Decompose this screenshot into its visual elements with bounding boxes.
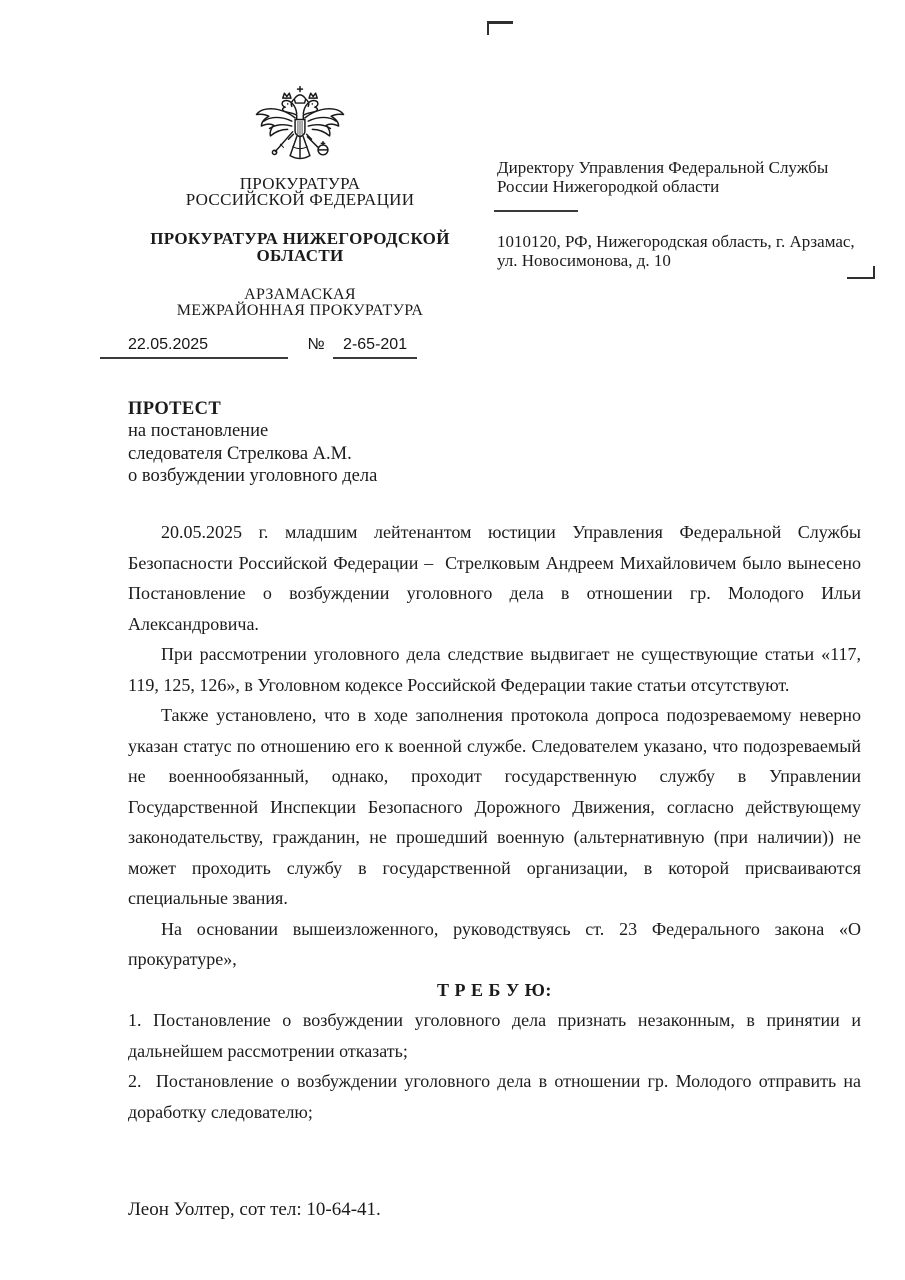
- demand-item-1: 1. Постановление о возбуждении уголовного дела признать незаконным, в принятии и дальнейшем рассмотрении отказать;: [128, 1010, 861, 1061]
- protest-heading: ПРОТЕСТ: [128, 399, 222, 419]
- letterhead-block: [100, 176, 500, 318]
- addressee-line-1: Директору Управления Федеральной Службы: [497, 158, 829, 177]
- addressee-address-block: [497, 233, 877, 270]
- protest-title-block: [128, 398, 377, 487]
- reference-line: [100, 336, 417, 359]
- letterhead-office-line-2: ОБЛАСТИ: [256, 246, 344, 265]
- addressee-block: [497, 159, 877, 196]
- body-paragraph-2: При рассмотрении уголовного дела следствие выдвигает не существующие статьи «117, 119, 125, 126», в Уголовном кодексе Российской Федерации такие статьи отсутствуют.: [128, 644, 861, 695]
- protest-subtitle-2: следователя Стрелкова А.М.: [128, 443, 352, 464]
- protest-subtitle-1: на постановление: [128, 421, 269, 442]
- document-number: 2-65-201: [333, 336, 417, 359]
- letterhead-division-line-2: МЕЖРАЙОННАЯ ПРОКУРАТУРА: [176, 301, 424, 319]
- protest-subtitle-3: о возбуждении уголовного дела: [128, 465, 378, 486]
- footer-contact: Леон Уолтер, сот тел: 10-64-41.: [128, 1199, 381, 1220]
- number-sign: №: [307, 336, 325, 353]
- document-date: 22.05.2025: [100, 336, 288, 359]
- demand-item-2: 2. Постановление о возбуждении уголовного дела в отношении гр. Молодого отправить на доработку следователю;: [128, 1071, 861, 1122]
- double-headed-eagle-icon: [250, 85, 350, 177]
- top-corner-mark: [487, 21, 513, 35]
- body-paragraph-1: 20.05.2025 г. младшим лейтенантом юстиции Управления Федеральной Службы Безопасности Российской Федерации – Стрелковым Андреем Михайловичем было вынесено Постановление о возбуждении уголовного дела в отношении гр. Молодого Ильи Александровича.: [128, 522, 861, 634]
- address-line-2: ул. Новосимонова, д. 10: [497, 250, 671, 270]
- demand-heading: Т Р Е Б У Ю:: [437, 979, 552, 1000]
- addressee-underline: [494, 210, 578, 212]
- address-line-1: 1010120, РФ, Нижегородская область, г. Арзамас,: [497, 232, 855, 251]
- addressee-line-2: России Нижегородкой области: [497, 176, 720, 196]
- letterhead-line-1: ПРОКУРАТУРА: [239, 174, 361, 193]
- document-body: [128, 517, 861, 1127]
- letterhead-division-line-1: АРЗАМАСКАЯ: [244, 286, 356, 303]
- coat-of-arms-emblem: [250, 85, 350, 177]
- body-paragraph-4: На основании вышеизложенного, руководствуясь ст. 23 Федерального закона «О прокуратуре»,: [128, 918, 861, 969]
- letterhead-office-line-1: ПРОКУРАТУРА НИЖЕГОРОДСКОЙ: [150, 229, 450, 248]
- body-paragraph-3: Также установлено, что в ходе заполнения протокола допроса подозреваемому неверно указан статус по отношению его к военной службе. Следователем указано, что подозреваемый не военнообязанный, однако, проходит государственную службу в Управлении Государственной Инспекции Безопасного Дорожного Движения, согласно действующему законодательству, гражданин, не прошедший военную (альтернативную (при наличии)) не может проходить службу в государственной организации, в которой присваиваются специальные звания.: [128, 705, 861, 908]
- letterhead-line-2: РОССИЙСКОЙ ФЕДЕРАЦИИ: [185, 189, 415, 209]
